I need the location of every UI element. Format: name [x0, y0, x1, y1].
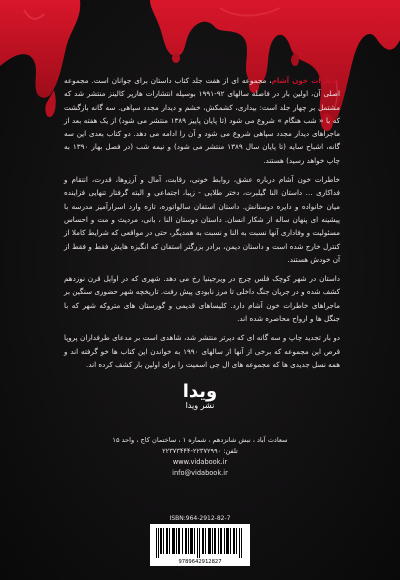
publisher-email: info@vidabook.ir	[172, 469, 228, 477]
publisher-address: سعادت آباد ، نبش شانزدهم ، شماره ۱ ، ساختمان کاج ، واحد ۱۵	[112, 436, 288, 444]
isbn-label: ISBN:964-2912-82-7	[169, 515, 231, 522]
publisher-logo	[176, 383, 224, 411]
synopsis-text	[64, 74, 340, 377]
book-title: خاطرات خون آشام	[271, 76, 340, 85]
synopsis-paragraph-3: داستان در شهر کوچک فلس چرچ در ویرجینیا رخ می دهد. شهری که در اوایل قرن نوزدهم کشف شده و در جریان جنگ داخلی تا مرز نابودی پیش رفت. تاریخچه شهر حضوری سنگین بر ماجراهای خاطرات خون آشام دارد. کلیساهای قدیمی و گورستان های متروکه شهر که با جنگل ها و ارواح محاصره شده اند.	[64, 274, 340, 324]
barcode-bars	[150, 526, 250, 560]
synopsis-paragraph-1-text: ، مجموعه ای از هفت جلد کتاب داستان برای جوانان است. مجموعه اصلی آن، اولین بار در فاصله سالهای ۹۲-۱۹۹۱ بوسیله انتشارات هارپر کالینز منتشر شد که مشتمل بر چهار جلد است: بیداری، کشمکش، خشم و دیدار مجدد سپاهی. سه گانه بازگشت که با « شب هنگام » شروع می شود (تا پایان پاییز ۱۳۸۹ منتشر می شود) از یک هفته بعد از ماجراهای دیدار مجدد سپاهی شروع می شود و آن را ادامه می دهد. دو کتاب بعدی این سه گانه، اشباح سایه (تا پایان سال ۱۳۸۹ منتشر می شود) و نیمه شب (در فصل بهار ۱۳۹۰ به چاپ خواهد رسید) هستند.	[64, 76, 341, 165]
synopsis-paragraph-2: خاطرات خون آشام درباره عشق، روابط خونی، رقابت، آمال و آرزوها، قدرت، انتقام و فداکاری … داستان النا گیلبرت، دختر طلایی - زیبا، اجتماعی و البته گرفتار تنهایی فزاینده میان خانواده و دایره دوستانش. داستان استفان سالواتوره، تازه وارد اسرارآمیز مدرسه با پیشینه ای پنهان ساله از شکار انسان. داستان دوستان النا ، بانی، مردیث و مت و احساس مسئولیت و وفاداری آنها نسبت به النا و نسبت به همدیگر، حتی در مواقعی که شرایط کاملا از کنترل خارج شده است و داستان دیمن، برادر بزرگتر استفان که انگیزه هایش فقط و فقط از آن خودش هستند.	[64, 175, 340, 264]
barcode	[150, 524, 250, 566]
synopsis-paragraph-4: دو بار تجدید چاپ و سه گانه ای که دیرتر منتشر شد، شاهدی است بر مدعای طرفداران پروپا قرص این مجموعه که برخی از آنها از سالهای ۱۹۹۰ به خواندن این کتاب ها خو گرفته اند و همه نسل جدیدی ها که مجموعه های ال جی اسمیت را برای اولین بار کشف کرده اند.	[64, 333, 340, 369]
publisher-name: نشر ویدا	[185, 401, 215, 410]
publisher-website: www.vidabook.ir	[172, 458, 228, 466]
publisher-logo-mark: ویدا	[182, 381, 218, 402]
publisher-phone: تلفن: ۲۲۳۷۲۹۹۰-۲۲۳۷۳۴۴۴	[162, 447, 238, 455]
synopsis-paragraph-1	[64, 74, 340, 167]
barcode-number: 9789642912827	[178, 559, 222, 565]
